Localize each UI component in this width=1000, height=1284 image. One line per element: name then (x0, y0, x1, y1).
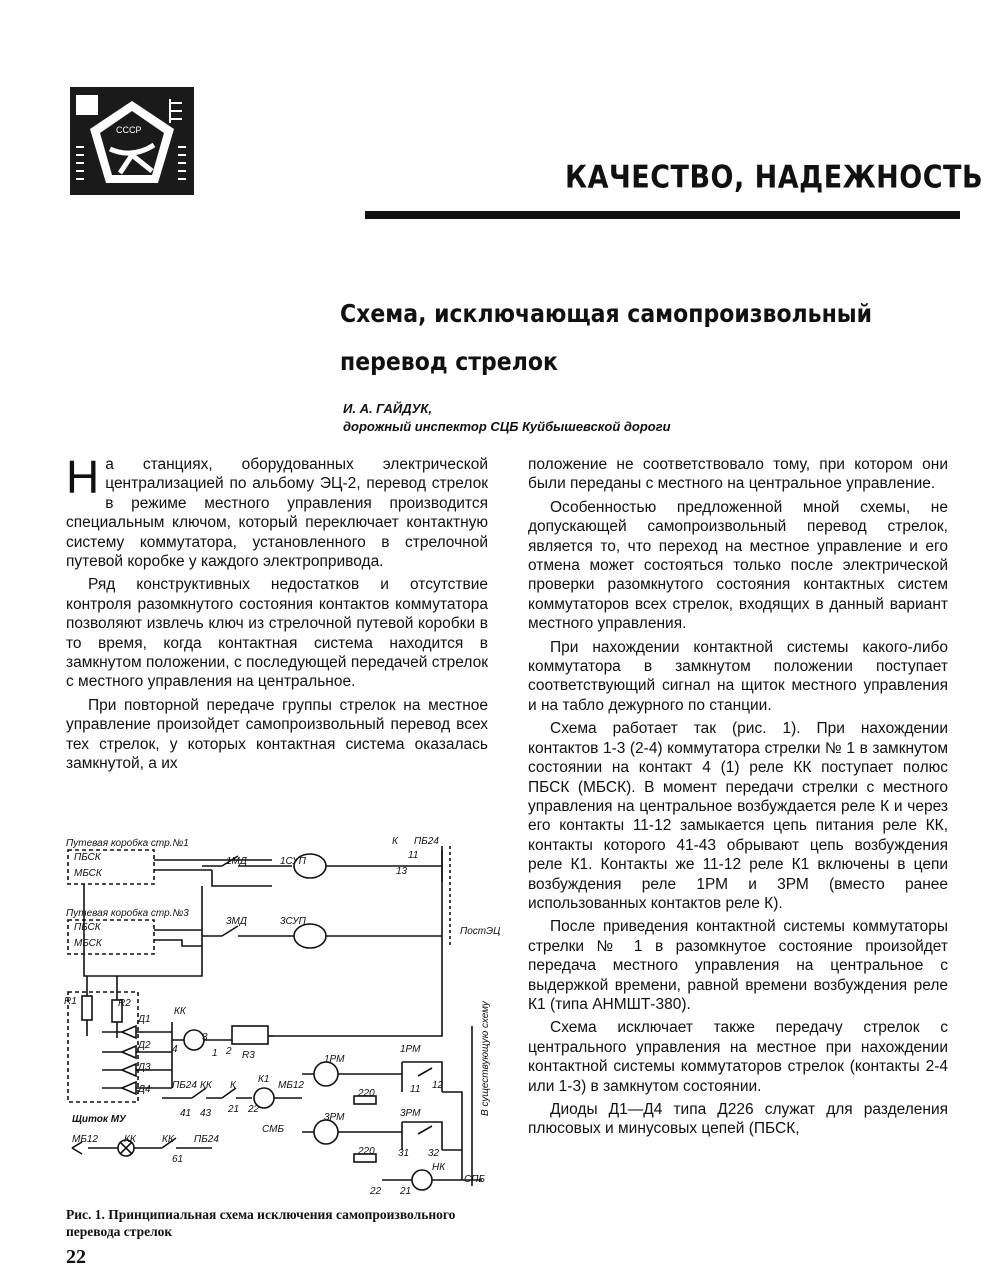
nk-label: НК (432, 1162, 446, 1173)
figure-caption: Рис. 1. Принципиальная схема исключения самопроизвольного перевода стрелок (66, 1207, 456, 1239)
n21: 21 (400, 1186, 412, 1197)
box1-label: Путевая коробка стр.№1 (66, 838, 189, 849)
relay-k1 (254, 1088, 274, 1108)
n11: 11 (410, 1084, 421, 1095)
paragraph: При нахождении контактной системы какого-либо коммутатора в замкнутом положении поступает соответствующий сигнал на щиток местного управления и на табло дежурного по станции. (528, 638, 948, 714)
md1-label: 1МД (226, 856, 247, 867)
k-label: К (230, 1080, 236, 1091)
n31: 31 (398, 1148, 410, 1159)
motor-sup3 (294, 924, 326, 948)
mb12-label: МБ12 (278, 1080, 304, 1091)
n21: 21 (228, 1104, 240, 1115)
n2: 2 (226, 1046, 232, 1057)
paragraph: Особенностью предложенной мной схемы, не допускающей самопроизвольный перевод стрелок, является то, что переход на местное управление и его отмена может состояться только после электрической проверки разомкнутого состояния контактных систем коммутаторов всех стрелок, входящих в данный вариант местного управления. (528, 498, 948, 633)
pbsk-label: ПБСК (74, 852, 101, 863)
kk-label: КК (174, 1006, 186, 1017)
v220-label: 220 (358, 1088, 375, 1099)
paragraph: положение не соответствовало тому, при котором они были переданы с местного на центральное управление. (528, 456, 948, 493)
spb-label: СПБ (464, 1174, 485, 1185)
relay-nk (412, 1170, 432, 1190)
circuit-figure (62, 826, 501, 1197)
n32: 32 (428, 1148, 440, 1159)
n43: 43 (200, 1108, 212, 1119)
pb24-label: ПБ24 (172, 1080, 197, 1091)
author-name: И. А. ГАЙДУК, (343, 401, 433, 416)
mbsk-label: МБСК (74, 938, 102, 949)
d3-label: Д3 (138, 1062, 151, 1073)
article-title-line2: перевод стрелок (340, 347, 558, 376)
n12: 12 (432, 1080, 444, 1091)
md3-label: 3МД (226, 916, 247, 927)
post-label: ПостЭЦ (460, 926, 501, 937)
r3-label: R3 (242, 1050, 255, 1061)
pb24-label: ПБ24 (414, 836, 439, 847)
shield-label: Щиток МУ (72, 1114, 126, 1125)
resistor-r3 (232, 1026, 268, 1044)
k-label: К (392, 836, 398, 847)
n3: 3 (202, 1032, 208, 1043)
paragraph: Схема исключает также передачу стрелок с центрального управления на местное при нахождении контактной системы коммутаторов стрелок (контакты 2-4 или 1-3) в замкнутом состоянии. (528, 1019, 948, 1095)
k1-label: К1 (258, 1074, 270, 1085)
rm3-label: 3РМ (324, 1112, 345, 1123)
kk-label: КК (200, 1080, 212, 1091)
paragraph: Ряд конструктивных недостатков и отсутствие контроля разомкнутого состояния контактов коммутатора позволяют извлечь ключ из стрелочной путевой коробки в то время, когда контактная система находится в замкнутом положении, с последующей передачей стрелок с местного управления на центральное. (66, 576, 488, 691)
n22: 22 (370, 1186, 382, 1197)
section-title: КАЧЕСТВО, НАДЕЖНОСТЬ (565, 160, 984, 196)
sup1-label: 1СУП (280, 856, 306, 867)
dropcap: Н (66, 451, 100, 503)
paragraph: На станциях, оборудованных электрической централизацией по альбому ЭЦ-2, перевод стрелок в режиме местного управления производится специальным ключом, который переключает контактную систему коммутатора, установленного в стрелочной путевой коробке у каждого электропривода. (66, 451, 488, 571)
author-block (343, 400, 671, 436)
logo-text: СССР (116, 125, 142, 135)
circuit-diagram (62, 826, 501, 1197)
rm1-label: 1РМ (324, 1054, 345, 1065)
n22: 22 (248, 1104, 260, 1115)
page-number: 22 (66, 1246, 86, 1268)
n13: 13 (396, 866, 408, 877)
paragraph: Схема работает так (рис. 1). При нахождении контактов 1-3 (2-4) коммутатора стрелки № 1 в замкнутом состоянии на контакт 4 (1) реле КК поступает полюс ПБСК (МБСК). В момент передачи стрелки с местного управления на центральное возбуждается реле К и через его контакты 11-12 замыкается цепь питания реле КК, контакты которого 41-43 обрывают цепь возбуждения реле К1. Контакты же 11-12 реле К1 включены в цепи возбуждения реле 1РМ и 3РМ (вместо ранее использованных контактов реле К). (528, 720, 948, 912)
rm1-label: 1РМ (400, 1044, 421, 1055)
article-title (340, 290, 872, 386)
v220-label: 220 (358, 1146, 375, 1157)
right-column (528, 455, 948, 1143)
diodes (102, 1022, 172, 1094)
d1-label: Д1 (138, 1014, 151, 1025)
n1: 1 (212, 1048, 218, 1059)
left-column (66, 451, 488, 778)
d4-label: Д4 (138, 1084, 151, 1095)
logo-emblem-icon (70, 87, 194, 195)
relay-1rm (314, 1062, 338, 1086)
r2-label: R2 (118, 998, 131, 1009)
n4: 4 (172, 1044, 178, 1055)
n41: 41 (180, 1108, 192, 1119)
resistor-r1 (82, 996, 92, 1020)
article-title-line1: Схема, исключающая самопроизвольный (340, 299, 873, 328)
r1-label: R1 (64, 996, 77, 1007)
author-position: дорожный инспектор СЦБ Куйбышевской дороги (343, 419, 671, 434)
wire (154, 860, 272, 886)
paragraph: При повторной передаче группы стрелок на местное управление произойдет самопроизвольный перевод всех тех стрелок, у которых контактная система оказалась замкнутой, а их (66, 696, 488, 773)
relay-kk (184, 1030, 204, 1050)
section-rule (365, 211, 960, 219)
sup3-label: 3СУП (280, 916, 306, 927)
smb-label: СМБ (262, 1124, 284, 1135)
mb12-label: МБ12 (72, 1134, 98, 1145)
d2-label: Д2 (138, 1040, 151, 1051)
kk-label: КК (162, 1134, 174, 1145)
pb24-label: ПБ24 (194, 1134, 219, 1145)
paragraph: После приведения контактной системы коммутаторы стрелки № 1 в разомкнутое состояние произойдет передача местного управления на центральное с выдержкой времени, равной времени возбуждения реле К1 (типа АНМШТ-380). (528, 918, 948, 1013)
rm3-label: 3РМ (400, 1108, 421, 1119)
pbsk-label: ПБСК (74, 922, 101, 933)
mbsk-label: МБСК (74, 868, 102, 879)
journal-logo (70, 87, 194, 195)
n11: 11 (408, 850, 419, 861)
existing-scheme-label: В существующую схему (480, 1001, 491, 1116)
relay-3rm (314, 1120, 338, 1144)
kk-label: КК (124, 1134, 136, 1145)
box3-label: Путевая коробка стр.№3 (66, 908, 189, 919)
n61: 61 (172, 1154, 184, 1165)
paragraph: Диоды Д1—Д4 типа Д226 служат для разделения плюсовых и минусовых цепей (ПБСК, (528, 1101, 948, 1138)
